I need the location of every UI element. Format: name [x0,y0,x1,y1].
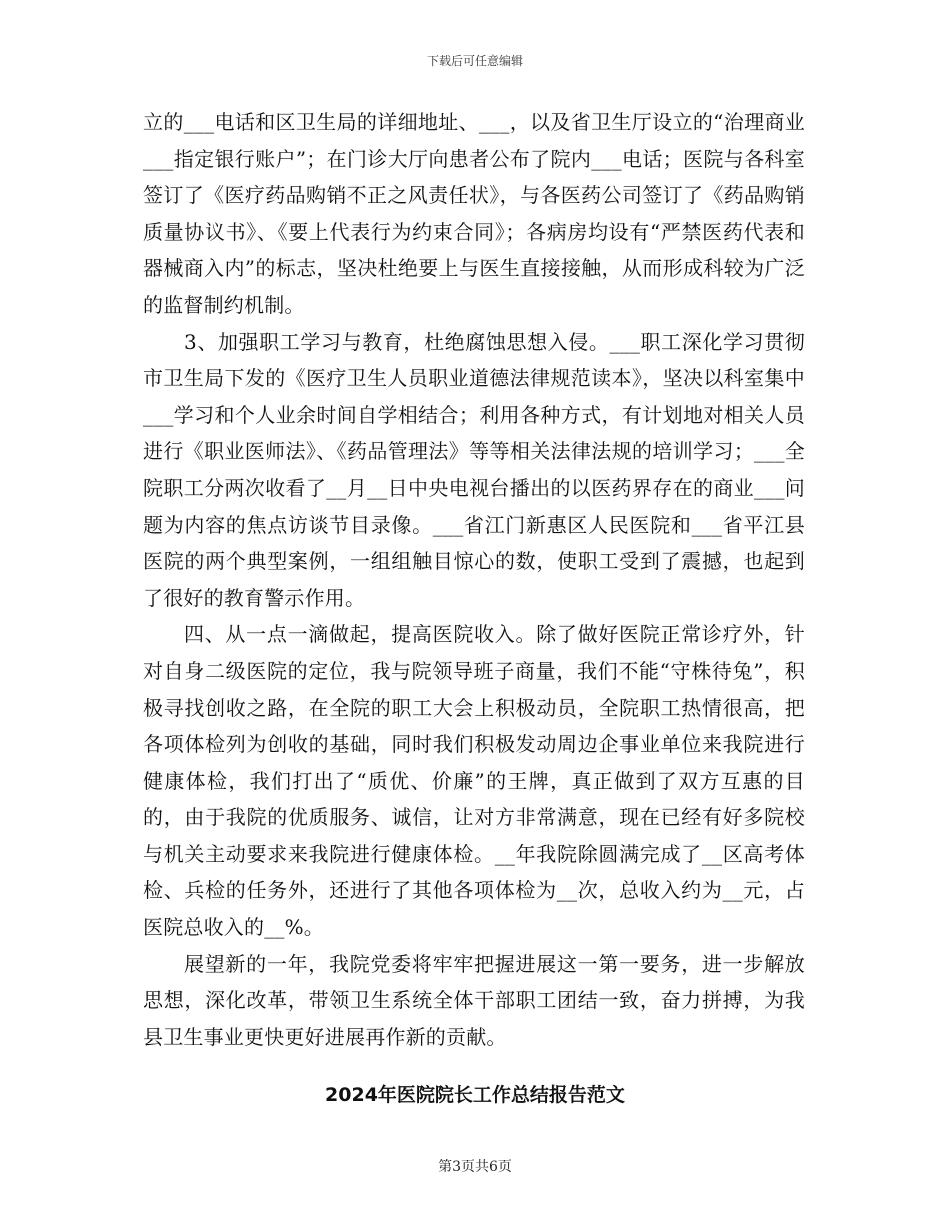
page-header-note: 下载后可任意编辑 [426,54,523,68]
body-paragraph: 3、加强职工学习与教育，杜绝腐蚀思想入侵。___职工深化学习贯彻市卫生局下发的《医疗卫生人员职业道德法律规范读本》，坚决以科室集中___学习和个人业余时间自学相结合；利用各种方式，有计划地对相关人员进行《职业医师法》、《药品管理法》等等相关法律法规的培训学习；___全院职工分两次收看了__月__日中央电视台播出的以医药界存在的商业___问题为内容的焦点访谈节目录像。___省江门新惠区人民医院和___省平江县医院的两个典型案例，一组组触目惊心的数，使职工受到了震撼，也起到了很好的教育警示作用。 [143,329,805,610]
body-paragraph: 立的___电话和区卫生局的详细地址、___，以及省卫生厅设立的“治理商业___指定银行账户”；在门诊大厅向患者公布了院内___电话；医院与各科室签订了《医疗药品购销不正之风责任状》，与各医药公司签订了《药品购销质量协议书》、《要上代表行为约束合同》；各病房均设有“严禁医药代表和器械商入内”的标志，坚决杜绝要上与医生直接接触，从而形成科较为广泛的监督制约机制。 [143,110,805,317]
section-title: 2024年医院院长工作总结报告范文 [325,1084,625,1106]
page-number: 第3页共6页 [438,1159,512,1175]
body-paragraph: 展望新的一年，我院党委将牢牢把握进展这一第一要务，进一步解放思想，深化改革，带领卫生系统全体干部职工团结一致，奋力拼搏，为我县卫生事业更快更好进展再作新的贡献。 [143,951,805,1049]
document-body [143,104,805,1055]
body-paragraph: 四、从一点一滴做起，提高医院收入。除了做好医院正常诊疗外，针对自身二级医院的定位，我与院领导班子商量，我们不能“守株待兔”，积极寻找创收之路，在全院的职工大会上积极动员，全院职工热情很高，把各项体检列为创收的基础，同时我们积极发动周边企事业单位来我院进行健康体检，我们打出了“质优、价廉”的王牌，真正做到了双方互惠的目的，由于我院的优质服务、诚信，让对方非常满意，现在已经有好多院校与机关主动要求来我院进行健康体检。__年我院除圆满完成了__区高考体检、兵检的任务外，还进行了其他各项体检为__次，总收入约为__元，占医院总收入的__%。 [143,622,805,940]
